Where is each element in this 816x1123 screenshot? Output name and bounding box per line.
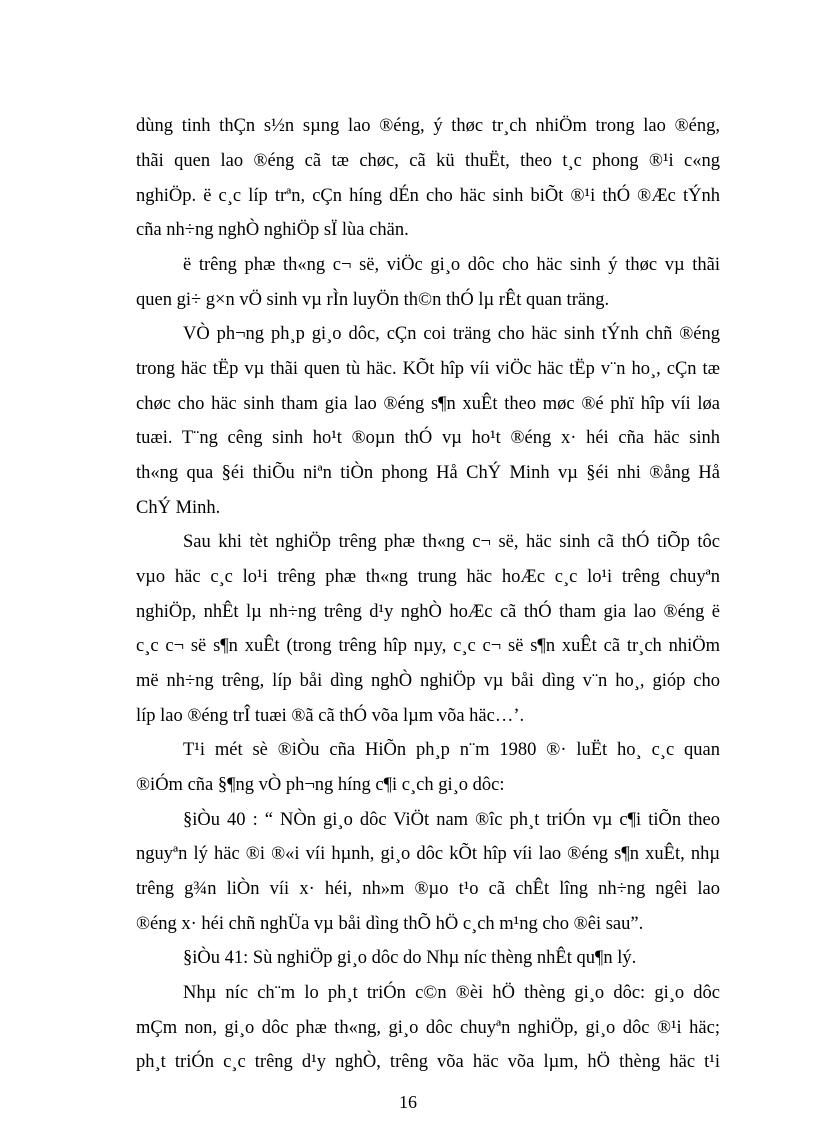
page-number: 16: [399, 1092, 417, 1112]
paragraph-first-line: Nhµ níc ch¨m lo ph¸t triÓn c©n ®èi hÖ thèng gi¸o dôc: gi¸o dôc: [183, 983, 720, 1003]
paragraph-first-line: Sau khi tèt nghiÖp trêng phæ th«ng c¬ së, häc sinh cã thÓ tiÕp tôc: [183, 532, 720, 552]
text-line: dùng tinh thÇn s½n sµng lao ®éng, ý thøc tr¸ch nhiÖm trong lao ®éng,: [136, 116, 720, 136]
paragraph-first-line: §iÒu 41: Sù nghiÖp gi¸o dôc do Nhµ níc thèng nhÊt qu¶n lý.: [183, 948, 637, 968]
text-line: më nh÷ng trêng, líp båi dìng nghÒ nghiÖp vµ båi dìng v¨n ho¸, gióp cho: [136, 671, 720, 691]
text-line: trong häc tËp vµ thãi quen tù häc. KÕt hîp víi viÖc häc tËp v¨n ho¸, cÇn tæ: [136, 359, 720, 379]
text-line: tuæi. T¨ng cêng sinh ho¹t ®oµn thÓ vµ ho¹t ®éng x· héi cña häc sinh: [136, 428, 720, 448]
text-line: mÇm non, gi¸o dôc phæ th«ng, gi¸o dôc chuyªn nghiÖp, gi¸o dôc ®¹i häc;: [136, 1018, 720, 1038]
text-line: thãi quen lao ®éng cã tæ chøc, cã kü thuËt, theo t¸c phong ®¹i c«ng: [136, 151, 720, 171]
text-line: c¸c c¬ së s¶n xuÊt (trong trêng hîp nµy, c¸c c¬ së s¶n xuÊt cã tr¸ch nhiÖm: [136, 636, 720, 656]
text-line: ChÝ Minh.: [136, 498, 221, 518]
text-line: ®éng x· héi chñ nghÜa vµ båi dìng thÕ hÖ c¸ch m¹ng cho ®êi sau”.: [136, 914, 644, 934]
text-line: th«ng qua §éi thiÕu niªn tiÒn phong Hå ChÝ Minh vµ §éi nhi ®ång Hå: [136, 463, 720, 483]
text-line: trêng g¾n liÒn víi x· héi, nh»m ®µo t¹o cã chÊt lîng nh÷ng ngêi lao: [136, 879, 720, 899]
text-line: quen gi÷ g×n vÖ sinh vµ rÌn luyÖn th©n thÓ lµ rÊt quan träng.: [136, 290, 610, 310]
text-line: nghiÖp. ë c¸c líp trªn, cÇn híng dÉn cho häc sinh biÕt ®¹i thÓ ®Æc tÝnh: [136, 186, 720, 206]
paragraph-first-line: ë trêng phæ th«ng c¬ së, viÖc gi¸o dôc cho häc sinh ý thøc vµ thãi: [183, 255, 720, 275]
text-line: vµo häc c¸c lo¹i trêng phæ th«ng trung häc hoÆc c¸c lo¹i trêng chuyªn: [136, 567, 720, 587]
text-line: nguyªn lý häc ®i ®«i víi hµnh, gi¸o dôc kÕt hîp víi lao ®éng s¶n xuÊt, nhµ: [136, 844, 720, 864]
text-line: ®iÓm cña §¶ng vÒ ph¬ng híng c¶i c¸ch gi¸o dôc:: [136, 775, 505, 795]
text-line: ph¸t triÓn c¸c trêng d¹y nghÒ, trêng võa häc võa lµm, hÖ thèng häc t¹i: [136, 1052, 720, 1072]
text-line: nghiÖp, nhÊt lµ nh÷ng trêng d¹y nghÒ hoÆc cã thÓ tham gia lao ®éng ë: [136, 602, 720, 622]
text-line: cña nh÷ng nghÒ nghiÖp sÏ lùa chän.: [136, 220, 409, 240]
text-line: chøc cho häc sinh tham gia lao ®éng s¶n xuÊt theo møc ®é phï hîp víi løa: [136, 394, 720, 414]
paragraph-first-line: §iÒu 40 : “ NÒn gi¸o dôc ViÖt nam ®îc ph¸t triÓn vµ c¶i tiÕn theo: [183, 810, 720, 830]
paragraph-first-line: T¹i mét sè ®iÒu cña HiÕn ph¸p n¨m 1980 ®· luËt ho¸ c¸c quan: [183, 740, 720, 760]
paragraph-first-line: VÒ ph¬ng ph¸p gi¸o dôc, cÇn coi träng cho häc sinh tÝnh chñ ®éng: [183, 324, 720, 344]
text-line: líp lao ®éng trÎ tuæi ®ã cã thÓ võa lµm võa häc…’.: [136, 706, 525, 726]
